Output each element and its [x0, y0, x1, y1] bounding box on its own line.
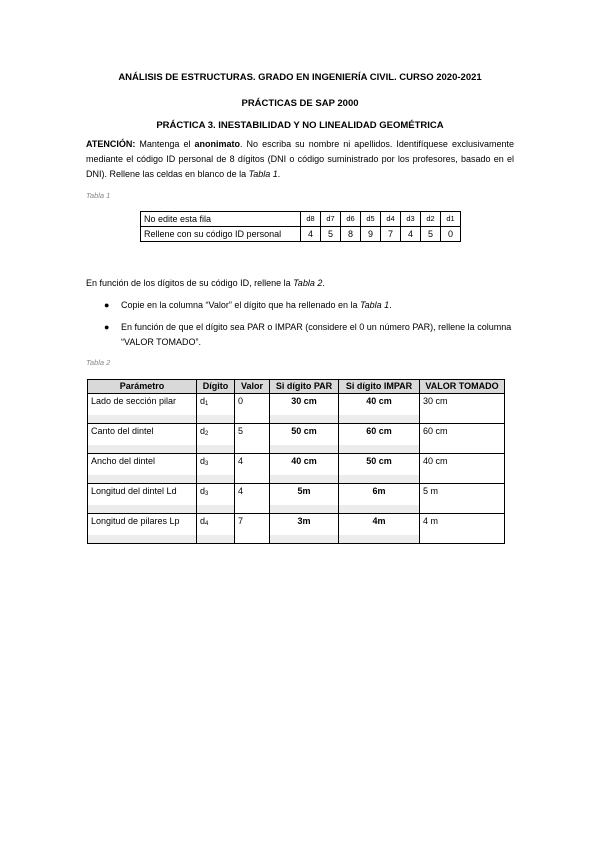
digit-cell: d1 [197, 394, 235, 424]
digit-cell[interactable]: 7 [381, 227, 401, 242]
column-header: Valor [235, 380, 270, 394]
table-row [88, 424, 505, 454]
table2-header-row [88, 380, 505, 394]
taken-value-cell[interactable]: 5 m [420, 484, 505, 514]
taken-value-cell[interactable]: 4 m [420, 514, 505, 544]
odd-cell: 60 cm [339, 424, 420, 454]
table2-caption: Tabla 2 [86, 358, 111, 367]
parameter-cell: Lado de sección pilar [88, 394, 197, 424]
value-cell[interactable]: 4 [235, 454, 270, 484]
digit-header: d8 [301, 212, 321, 227]
table-row [88, 454, 505, 484]
digit-cell[interactable]: 9 [361, 227, 381, 242]
column-header: Si dígito IMPAR [339, 380, 420, 394]
table1-header-label: No edite esta fila [141, 212, 301, 227]
document-subtitle: PRÁCTICAS DE SAP 2000 [241, 98, 359, 109]
id-digits-table [140, 211, 461, 242]
bullet-dot: ● [104, 322, 110, 332]
parameter-cell: Longitud del dintel Ld [88, 484, 197, 514]
digit-header: d5 [361, 212, 381, 227]
odd-cell: 50 cm [339, 454, 420, 484]
table1-ref: Tabla 1 [359, 300, 390, 310]
table-row [88, 484, 505, 514]
column-header: Parámetro [88, 380, 197, 394]
attention-label: ATENCIÓN: [86, 139, 136, 149]
table1-value-row [141, 227, 461, 242]
table1-ref: Tabla 1 [248, 169, 278, 179]
digit-header: d7 [321, 212, 341, 227]
table-row [88, 394, 505, 424]
document-title: ANÁLISIS DE ESTRUCTURAS. GRADO EN INGENIERÍA CIVIL. CURSO 2020-2021 [118, 72, 482, 83]
value-cell[interactable]: 5 [235, 424, 270, 454]
even-cell: 50 cm [270, 424, 339, 454]
even-cell: 5m [270, 484, 339, 514]
digit-header: d6 [341, 212, 361, 227]
digit-cell[interactable]: 4 [301, 227, 321, 242]
odd-cell: 4m [339, 514, 420, 544]
digit-cell: d2 [197, 424, 235, 454]
digit-cell: d4 [197, 514, 235, 544]
odd-cell: 6m [339, 484, 420, 514]
digit-header: d1 [441, 212, 461, 227]
column-header: VALOR TOMADO [420, 380, 505, 394]
table1-header-row [141, 212, 461, 227]
value-cell[interactable]: 4 [235, 484, 270, 514]
taken-value-cell[interactable]: 30 cm [420, 394, 505, 424]
table1-row-label: Rellene con su código ID personal [141, 227, 301, 242]
parameter-cell: Canto del dintel [88, 424, 197, 454]
digit-cell[interactable]: 0 [441, 227, 461, 242]
digit-header: d4 [381, 212, 401, 227]
bullet-item-2: En función de que el dígito sea PAR o IMPAR (considere el 0 un número PAR), rellene la columna “VALOR TOMADO”. [121, 322, 512, 347]
digit-cell[interactable]: 8 [341, 227, 361, 242]
bullet-dot: ● [104, 300, 110, 310]
table-row [88, 514, 505, 544]
attention-paragraph: ATENCIÓN: Mantenga el anonimato. No escriba su nombre ni apellidos. Identifíquese exclusivamente mediante el código ID personal de 8 dígitos (DNI o código suministrado por los profesores, basado en el DNI). Rellene las celdas en blanco de la Tabla 1. [86, 139, 514, 179]
table1-caption: Tabla 1 [86, 191, 111, 200]
column-header: Dígito [197, 380, 235, 394]
even-cell: 3m [270, 514, 339, 544]
taken-value-cell[interactable]: 60 cm [420, 424, 505, 454]
anonymity-word: anonimato [194, 139, 241, 149]
table2-ref: Tabla 2 [293, 278, 323, 288]
value-cell[interactable]: 0 [235, 394, 270, 424]
taken-value-cell[interactable]: 40 cm [420, 454, 505, 484]
parameter-cell: Longitud de pilares Lp [88, 514, 197, 544]
digit-cell: d3 [197, 454, 235, 484]
digit-cell[interactable]: 5 [321, 227, 341, 242]
parameter-cell: Ancho del dintel [88, 454, 197, 484]
odd-cell: 40 cm [339, 394, 420, 424]
parameters-table [87, 379, 505, 544]
value-cell[interactable]: 7 [235, 514, 270, 544]
digit-cell[interactable]: 5 [421, 227, 441, 242]
column-header: Si dígito PAR [270, 380, 339, 394]
bullet-item-1: Copie en la columna “Valor” el dígito que ha rellenado en la Tabla 1. [121, 300, 392, 310]
even-cell: 30 cm [270, 394, 339, 424]
practice-title: PRÁCTICA 3. INESTABILIDAD Y NO LINEALIDAD GEOMÉTRICA [156, 120, 444, 131]
digit-cell: d3 [197, 484, 235, 514]
even-cell: 40 cm [270, 454, 339, 484]
digit-header: d3 [401, 212, 421, 227]
intro-paragraph: En función de los dígitos de su código ID, rellene la Tabla 2. [86, 278, 325, 288]
digit-cell[interactable]: 4 [401, 227, 421, 242]
digit-header: d2 [421, 212, 441, 227]
